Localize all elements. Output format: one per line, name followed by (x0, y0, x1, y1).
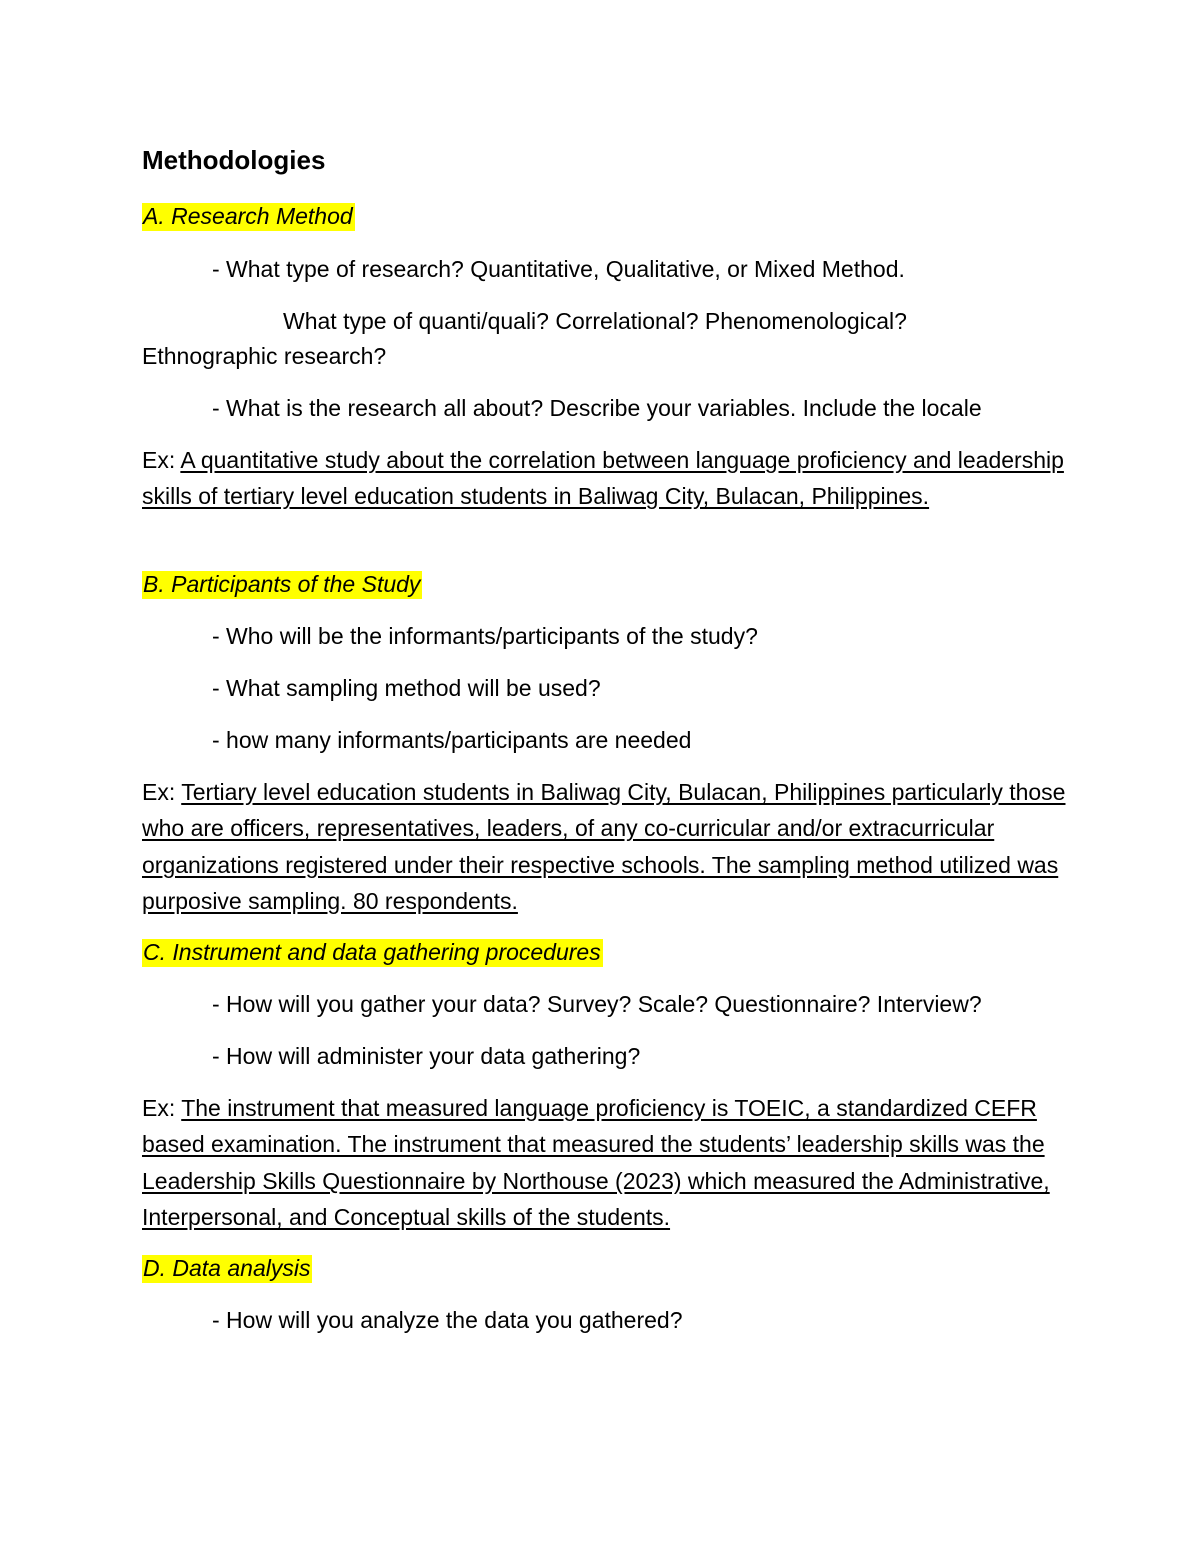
section-d-heading (142, 1250, 1072, 1286)
page-title: Methodologies (142, 145, 326, 175)
section-d-bullet-1: - How will you analyze the data you gathered? (212, 1307, 683, 1333)
section-a-heading-text: A. Research Method (143, 203, 353, 229)
example-prefix: Ex: (142, 447, 181, 473)
section-b-bullet-1: - Who will be the informants/participants of the study? (212, 623, 758, 649)
example-text: Tertiary level education students in Baliwag City, Bulacan, Philippines particularly those who are officers, representatives, leaders, of any co-curricular and/or extracurricular organizations registered under their respective schools. The sampling method utilized was purposive sampling. 80 respondents. (142, 779, 1066, 915)
example-prefix: Ex: (142, 779, 182, 805)
section-c-example (142, 1090, 1072, 1236)
example-prefix: Ex: (142, 1095, 182, 1121)
section-b-bullet-2: - What sampling method will be used? (212, 675, 601, 701)
section-c-heading-text: C. Instrument and data gathering procedures (143, 939, 601, 965)
section-c-bullet-2: - How will administer your data gathering? (212, 1043, 641, 1069)
section-a-bullet-2: - What is the research all about? Describe your variables. Include the locale (212, 395, 982, 421)
section-d-heading-text: D. Data analysis (143, 1255, 311, 1281)
section-b-heading (142, 566, 1072, 602)
section-a-example (142, 442, 1072, 515)
section-b-bullet-3: - how many informants/participants are needed (212, 727, 692, 753)
section-a-bullet-1: - What type of research? Quantitative, Qualitative, or Mixed Method. (212, 256, 905, 282)
section-c-bullet-1: - How will you gather your data? Survey? Scale? Questionnaire? Interview? (212, 991, 982, 1017)
section-a-heading (142, 198, 1072, 234)
section-b-example (142, 774, 1072, 920)
section-a-sub-line-2: Ethnographic research? (142, 343, 387, 369)
example-text: A quantitative study about the correlation between language proficiency and leadership skills of tertiary level education students in Baliwag City, Bulacan, Philippines. (142, 447, 1064, 510)
section-c-heading (142, 934, 1072, 970)
section-a-sub-line-1: What type of quanti/quali? Correlational? Phenomenological? (283, 308, 907, 334)
section-b-heading-text: B. Participants of the Study (143, 571, 421, 597)
example-text: The instrument that measured language proficiency is TOEIC, a standardized CEFR based examination. The instrument that measured the students’ leadership skills was the Leadership Skills Questionnaire by Northouse (2023) which measured the Administrative, Interpersonal, and Conceptual skills of the students. (142, 1095, 1050, 1231)
